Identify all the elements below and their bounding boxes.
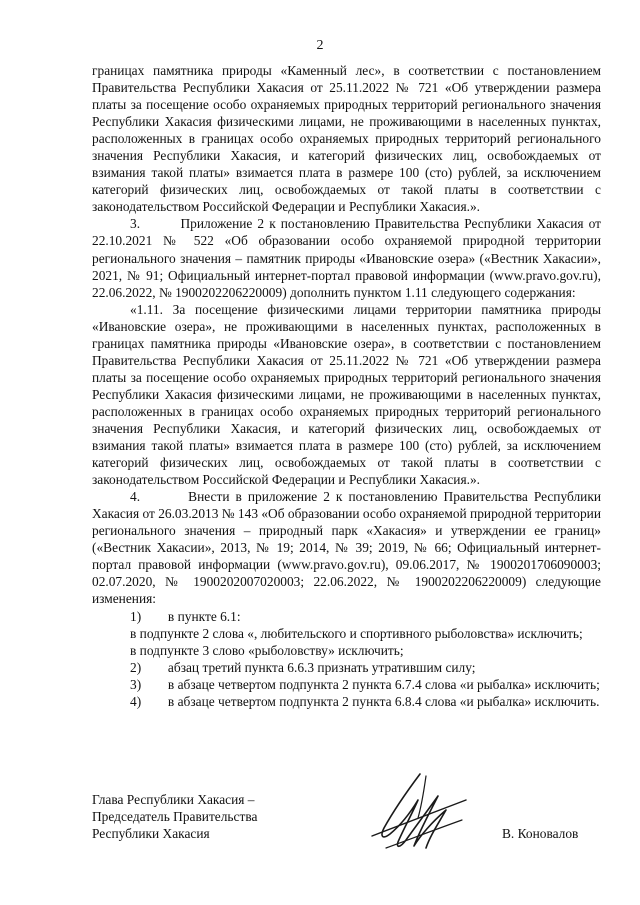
subitem-1-clause-b: в подпункте 3 слово «рыболовству» исключить; — [130, 642, 404, 658]
signatory-title-line-1: Глава Республики Хакасия – — [92, 792, 255, 807]
paragraph-continuation: границах памятника природы «Каменный лес», в соответствии с постановлением Правительства Республики Хакасия от 25.11.2022 № 721 «Об утверждении размера платы за посещение особо охраняемых природных территорий регионального значения Республики Хакасия физическими лицами, не проживающими в населенных пунктах, расположенных в границах особо охраняемых природных территорий регионального значения Республики Хакасия, и категорий физических лиц, освобождаемых от взимания такой платы» взимается плата в размере 100 (сто) рублей, за исключением категорий физических лиц, освобождаемых от такой платы в соответствии с законодательством Российской Федерации и Республики Хакасия.». — [92, 63, 601, 215]
signatory-title — [92, 791, 257, 842]
paragraph-quoted-1-11: «1.11. За посещение физическими лицами территории памятника природы «Ивановские озера», не проживающими в населенных пунктах, расположенных в границах памятника природы «Ивановские озера», в соответствии с постановлением Правительства Республики Хакасия от 25.11.2022 № 721 «Об утверждении размера платы за посещение особо охраняемых природных территорий регионального значения Республики Хакасия физическими лицами, не проживающими в населенных пунктах, расположенных в границах особо охраняемых природных территорий регионального значения Республики Хакасия, и категорий физических лиц, освобождаемых от взимания такой платы» взимается плата в размере 100 (сто) рублей, за исключением категорий физических лиц, освобождаемых от такой платы в соответствии с законодательством Российской Федерации и Республики Хакасия.». — [92, 301, 601, 488]
signatory-title-line-2: Председатель Правительства — [92, 809, 258, 825]
subitem-2: 2) абзац третий пункта 6.6.3 признать утратившим силу; — [130, 659, 476, 675]
signatory-name: В. Коновалов — [502, 826, 579, 841]
subitem-1-clause-a: в подпункте 2 слова «, любительского и спортивного рыболовства» исключить; — [130, 625, 583, 641]
signatory-title-line-3: Республики Хакасия — [92, 826, 210, 842]
subitem-3: 3) в абзаце четвертом подпункта 2 пункта 6.7.4 слова «и рыбалка» исключить; — [130, 676, 600, 692]
page-number: 2 — [316, 38, 324, 53]
paragraph-item-4: 4. Внести в приложение 2 к постановлению Правительства Республики Хакасия от 26.03.2013 № 143 «Об образовании особо охраняемой природной территории регионального значения – природный парк «Хакасия» и утверждении ее границ» («Вестник Хакасии», 2013, № 19; 2014, № 39; 2019, № 66; Официальный интернет-портал правовой информации (www.pravo.gov.ru), 09.06.2017, № 1900201706090003; 02.07.2020, № 1900202007020003; 22.06.2022, № 1900202206220009) следующие изменения: — [92, 489, 602, 607]
subitem-1: 1) в пункте 6.1: — [130, 608, 241, 624]
subitem-4: 4) в абзаце четвертом подпункта 2 пункта 6.8.4 слова «и рыбалка» исключить. — [130, 693, 600, 709]
document-body — [92, 62, 601, 710]
handwritten-signature — [368, 770, 472, 856]
paragraph-item-3: 3. Приложение 2 к постановлению Правительства Республики Хакасия от 22.10.2021 № 522 «Об образовании особо охраняемой природной территории регионального значения – памятник природы «Ивановские озера» («Вестник Хакасии», 2021, № 91; Официальный интернет-портал правовой информации (www.pravo.gov.ru), 22.06.2022, № 1900202206220009) дополнить пунктом 1.11 следующего содержания: — [92, 216, 601, 300]
